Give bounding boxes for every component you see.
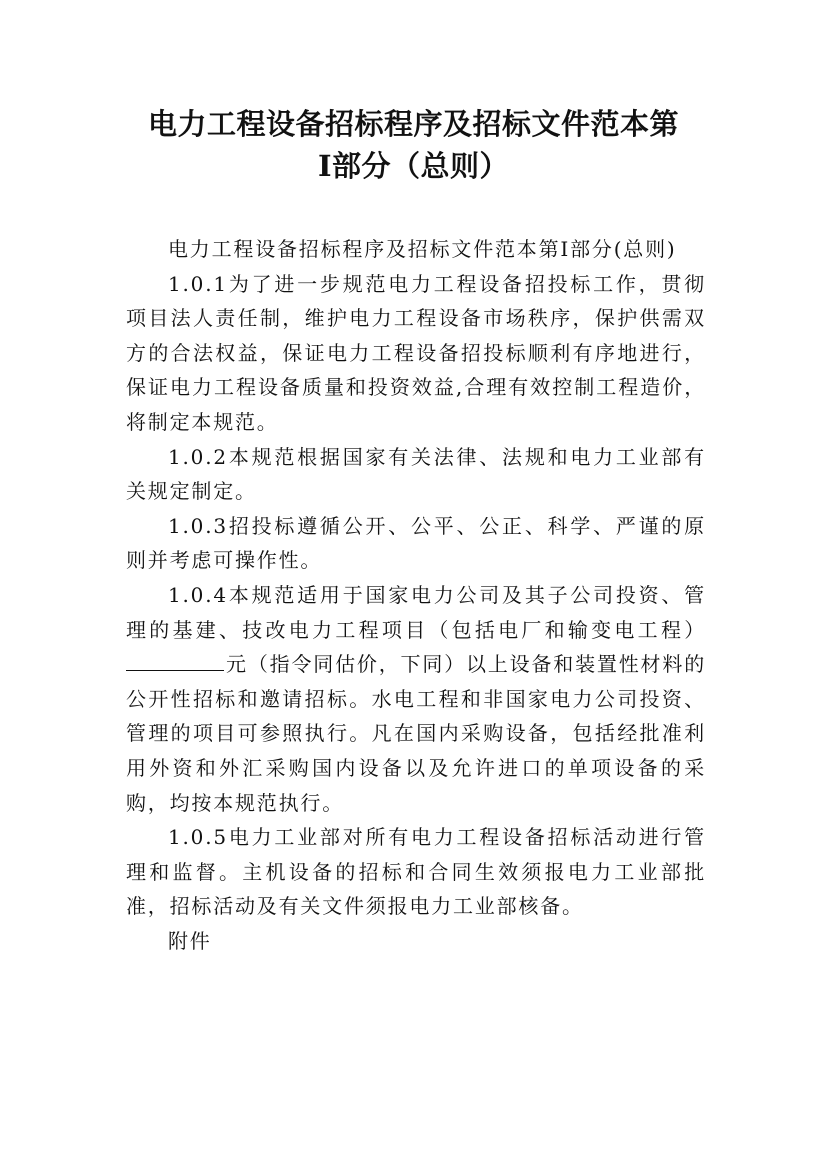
document-title-line-2: Ⅰ部分（总则） (317, 149, 510, 183)
amount-blank-line (126, 652, 224, 671)
clause-1-0-3: 1.0.3招投标遵循公开、公平、公正、科学、严谨的原则并考虑可操作性。 (126, 513, 706, 573)
document-body (126, 232, 706, 958)
attachment-label: 附件 (168, 928, 212, 953)
document-title-line-1: 电力工程设备招标程序及招标文件范本第 (147, 107, 679, 141)
clause-1-0-1: 1.0.1为了进一步规范电力工程设备招投标工作，贯彻项目法人责任制，维护电力工程设备市场秩序，保护供需双方的合法权益，保证电力工程设备招投标顺利有序地进行，保证电力工程设备质量和投资效益,合理有效控制工程造价，将制定本规范。 (126, 271, 706, 434)
clause-1-0-5: 1.0.5电力工业部对所有电力工程设备招标活动进行管理和监督。主机设备的招标和合同生效须报电力工业部批准，招标活动及有关文件须报电力工业部核备。 (126, 825, 706, 919)
intro-paragraph: 电力工程设备招标程序及招标文件范本第Ⅰ部分(总则) (168, 237, 677, 261)
clause-1-0-4-part-1: 1.0.4本规范适用于国家电力公司及其子公司投资、管理的基建、技改电力工程项目（包括电厂和输变电工程） (126, 582, 706, 642)
clause-1-0-2: 1.0.2本规范根据国家有关法律、法规和电力工业部有关规定制定。 (126, 444, 706, 504)
clause-1-0-4-part-2: 元（指令同估价，下同）以上设备和装置性材料的公开性招标和邀请招标。水电工程和非国家电力公司投资、管理的项目可参照执行。凡在国内采购设备，包括经批准利用外资和外汇采购国内设备以及允许进口的单项设备的采购，均按本规范执行。 (126, 652, 706, 815)
clause-1-0-4 (126, 578, 706, 820)
